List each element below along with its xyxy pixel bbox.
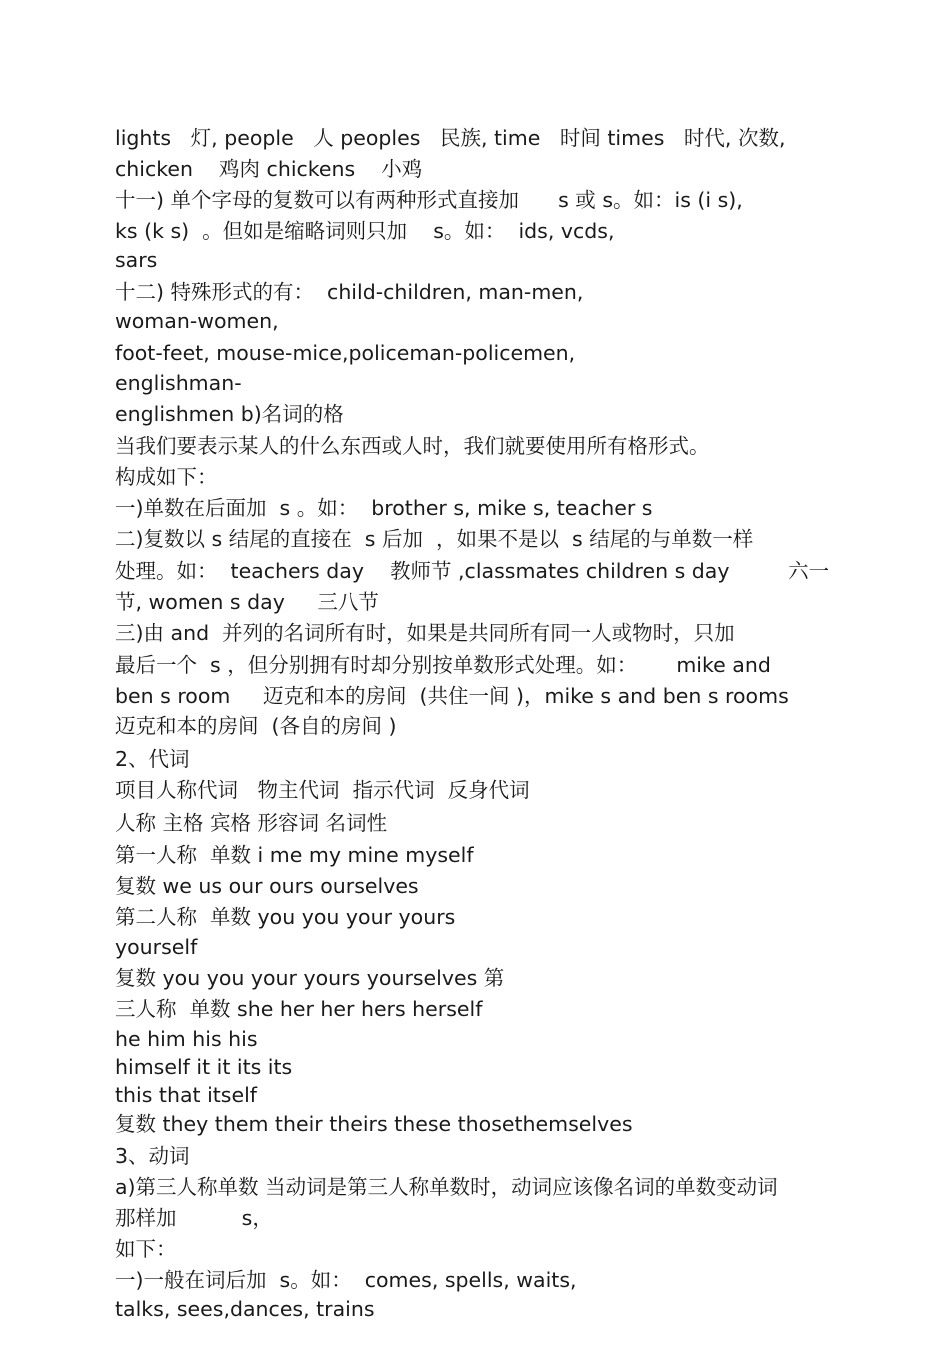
text-line: 当我们要表示某人的什么东西或人时，我们就要使用所有格形式。 (115, 434, 710, 458)
section-heading: 2、代词 (115, 747, 190, 771)
text-line: 项目人称代词 物主代词 指示代词 反身代词 (115, 778, 530, 802)
text-line: foot-feet, mouse-mice,policeman-policemen, (115, 341, 576, 365)
text-line: himself it it its its (115, 1055, 293, 1079)
text-line: 人称 主格 宾格 形容词 名词性 (115, 811, 388, 835)
text-line: 复数 we us our ours ourselves (115, 874, 419, 898)
text-line: this that itself (115, 1083, 258, 1107)
section-heading: 3、动词 (115, 1144, 190, 1168)
text-line: 十一) 单个字母的复数可以有两种形式直接加 s 或 s。如：is (i s), (115, 188, 743, 212)
text-line: chicken 鸡肉 chickens 小鸡 (115, 157, 423, 181)
text-line: a)第三人称单数 当动词是第三人称单数时，动词应该像名词的单数变动词 (115, 1175, 778, 1199)
text-line: 三人称 单数 she her her hers herself (115, 997, 483, 1021)
text-line: woman-women, (115, 309, 279, 333)
text-line: 第二人称 单数 you you your yours (115, 905, 456, 929)
text-line: 处理。如： teachers day 教师节 ,classmates children s day 六一 (115, 559, 830, 583)
text-line: he him his his (115, 1027, 258, 1051)
text-line: 一)一般在词后加 s。如： comes, spells, waits, (115, 1268, 577, 1292)
text-line: 节, women s day 三八节 (115, 590, 379, 614)
text-line: sars (115, 248, 158, 272)
text-line: 十二) 特殊形式的有： child-children, man-men, (115, 280, 584, 304)
text-line: englishmen b)名词的格 (115, 402, 344, 426)
text-line: 一)单数在后面加 s 。如： brother s, mike s, teacher s (115, 496, 653, 520)
text-line: 三)由 and 并列的名词所有时，如果是共同所有同一人或物时，只加 (115, 621, 735, 645)
text-line: englishman- (115, 371, 242, 395)
text-line: talks, sees,dances, trains (115, 1297, 375, 1321)
text-line: ben s room 迈克和本的房间 (共住一间 )，mike s and ben s rooms (115, 684, 789, 708)
text-line: ks (k s) 。但如是缩略词则只加 s。如： ids, vcds, (115, 219, 615, 243)
text-line: 复数 they them their theirs these thosethemselves (115, 1112, 633, 1136)
text-line: 迈克和本的房间 (各自的房间 ) (115, 714, 397, 738)
text-line: 复数 you you your yours yourselves 第 (115, 966, 505, 990)
text-line: lights 灯, people 人 peoples 民族, time 时间 times 时代, 次数, (115, 126, 786, 150)
text-line: 最后一个 s ，但分别拥有时却分别按单数形式处理。如： mike and (115, 653, 771, 677)
text-line: 二)复数以 s 结尾的直接在 s 后加 ，如果不是以 s 结尾的与单数一样 (115, 527, 754, 551)
text-line: 构成如下： (115, 465, 218, 489)
text-line: yourself (115, 935, 198, 959)
text-line: 如下： (115, 1237, 177, 1261)
text-line: 第一人称 单数 i me my mine myself (115, 843, 474, 867)
text-line: 那样加 s， (115, 1206, 273, 1230)
